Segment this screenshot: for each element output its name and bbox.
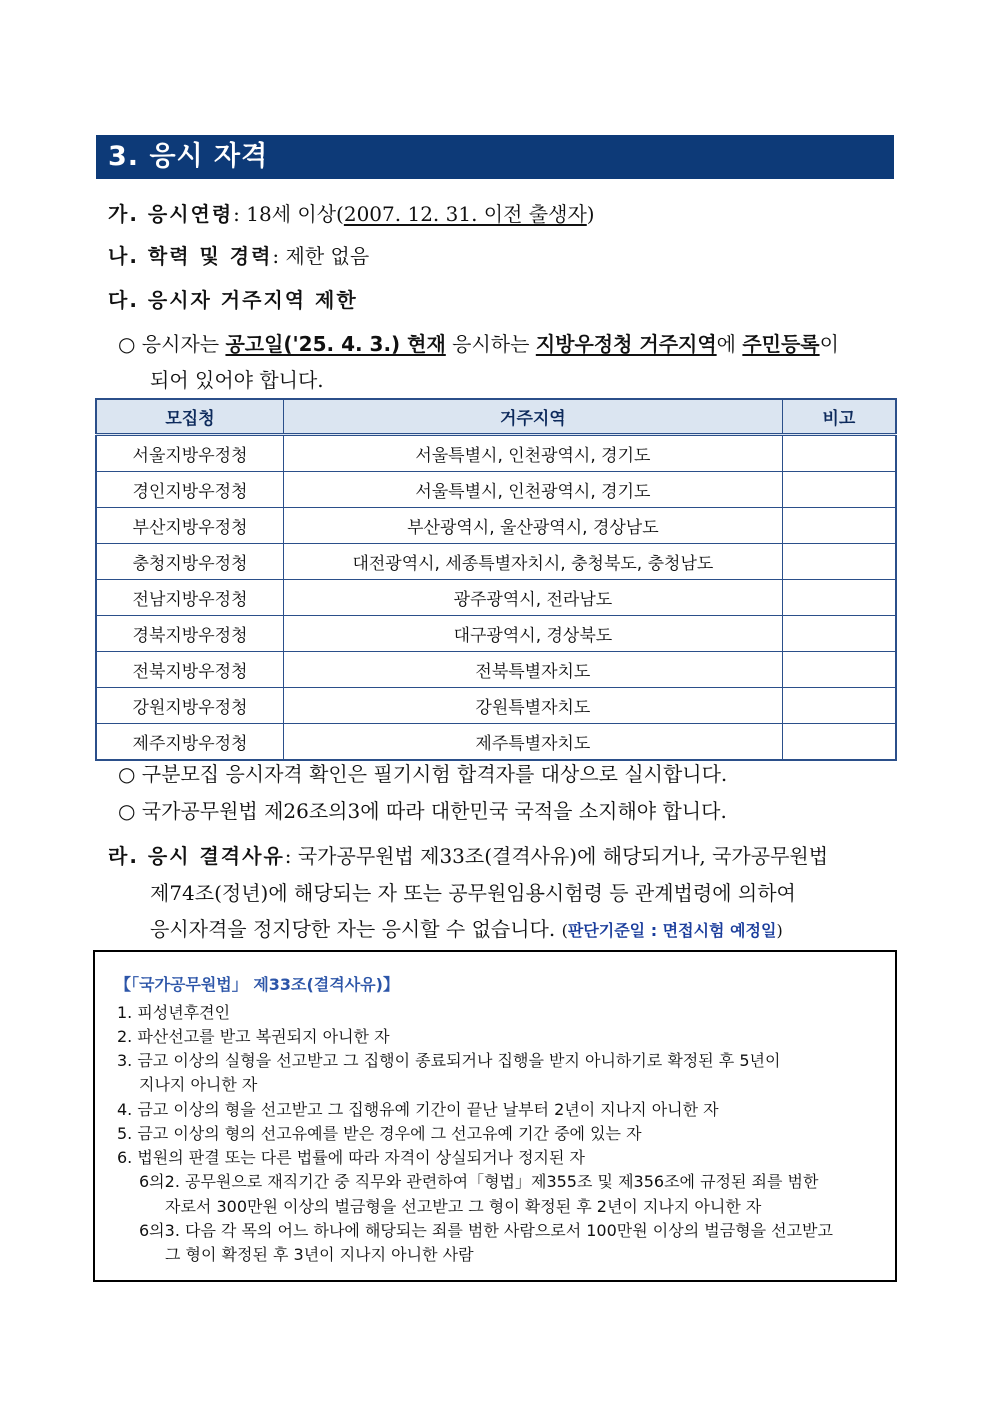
residence-bullet-cont: 되어 있어야 합니다.: [150, 368, 324, 392]
age-text: 18세 이상(: [246, 202, 344, 226]
cell-office: 전북지방우정청: [96, 652, 284, 688]
cell-office: 부산지방우정청: [96, 508, 284, 544]
law-item: 4. 금고 이상의 형을 선고받고 그 집행유예 기간이 끝난 날부터 2년이 지나지 아니한 자: [117, 1100, 719, 1119]
education-line: [108, 240, 369, 269]
cell-note: [782, 544, 896, 580]
cell-region: 부산광역시, 울산광역시, 경상남도: [284, 508, 783, 544]
cell-note: [782, 472, 896, 508]
header-note: 비고: [782, 399, 896, 435]
bullet-nationality: ○ 국가공무원법 제26조의3에 따라 대한민국 국적을 소지해야 합니다.: [118, 799, 727, 823]
cell-region: 제주특별자치도: [284, 724, 783, 761]
law-subitem: 6의3. 다음 각 목의 어느 하나에 해당되는 죄를 범한 사람으로서 100만원 이상의 벌금형을 선고받고: [139, 1221, 833, 1240]
cell-region: 대전광역시, 세종특별자치시, 충청북도, 충청남도: [284, 544, 783, 580]
header-office: 모집청: [96, 399, 284, 435]
cell-note: [782, 688, 896, 724]
age-line: 가. 응시연령: 18세 이상(2007. 12. 31. 이전 출생자): [108, 202, 595, 226]
table-row: [96, 688, 896, 724]
age-label: 가. 응시연령: [108, 202, 234, 226]
law-item: 1. 피성년후견인: [117, 1003, 231, 1022]
cell-note: [782, 616, 896, 652]
cell-note: [782, 508, 896, 544]
reference-date-note: 판단기준일 : 면접시험 예정일: [567, 921, 777, 940]
table-row: [96, 652, 896, 688]
cell-office: 강원지방우정청: [96, 688, 284, 724]
cell-office: 경북지방우정청: [96, 616, 284, 652]
cell-office: 서울지방우정청: [96, 435, 284, 472]
law-subitem-cont: 자로서 300만원 이상의 벌금형을 선고받고 그 형이 확정된 후 2년이 지나지 아니한 자: [165, 1197, 762, 1216]
law-subitem-cont: 그 형이 확정된 후 3년이 지나지 아니한 사람: [165, 1245, 474, 1264]
law-item: 2. 파산선고를 받고 복권되지 아니한 자: [117, 1027, 390, 1046]
table-row: [96, 508, 896, 544]
table-row: [96, 435, 896, 472]
table-row: [96, 472, 896, 508]
cell-note: [782, 435, 896, 472]
law-item: 5. 금고 이상의 형의 선고유예를 받은 경우에 그 선고유예 기간 중에 있는 자: [117, 1124, 642, 1143]
cell-note: [782, 652, 896, 688]
cell-office: 전남지방우정청: [96, 580, 284, 616]
law-subitem: 6의2. 공무원으로 재직기간 중 직무와 관련하여「형법」제355조 및 제356조에 규정된 죄를 범한: [139, 1172, 819, 1191]
cell-office: 충청지방우정청: [96, 544, 284, 580]
law-item-cont: 지나지 아니한 자: [139, 1075, 258, 1094]
cell-region: 대구광역시, 경상북도: [284, 616, 783, 652]
law-box-title: 【「국가공무원법」 제33조(결격사유)】: [115, 975, 399, 994]
cell-region: 서울특별시, 인천광역시, 경기도: [284, 435, 783, 472]
law-excerpt-box: [93, 950, 897, 1282]
resident-registration: 주민등록: [742, 332, 820, 356]
residence-bullet: ○ 응시자는 공고일('25. 4. 3.) 현재 응시하는 지방우정청 거주지역에 주민등록이: [118, 332, 839, 356]
table-row: [96, 724, 896, 761]
table-row: [96, 544, 896, 580]
notice-date: 공고일('25. 4. 3.) 현재: [225, 332, 446, 356]
cell-region: 전북특별자치도: [284, 652, 783, 688]
header-region: 거주지역: [284, 399, 783, 435]
disqualification-line3: 응시자격을 정지당한 자는 응시할 수 없습니다. (판단기준일 : 면접시험 예정일): [150, 917, 783, 941]
cell-note: [782, 724, 896, 761]
table-header-row: [96, 399, 896, 435]
section-title: 3. 응시 자격: [96, 135, 894, 179]
cell-office: 제주지방우정청: [96, 724, 284, 761]
cell-office: 경인지방우정청: [96, 472, 284, 508]
residence-label: 다. 응시자 거주지역 제한: [108, 288, 358, 312]
residence-table: [95, 398, 897, 761]
disqualification-label: 라. 응시 결격사유: [108, 844, 285, 868]
age-birthdate: 2007. 12. 31. 이전 출생자: [343, 202, 587, 226]
bullet-screening: ○ 구분모집 응시자격 확인은 필기시험 합격자를 대상으로 실시합니다.: [118, 762, 728, 786]
residence-heading: [108, 284, 358, 313]
education-label: 나. 학력 및 경력: [108, 244, 273, 268]
table-row: [96, 580, 896, 616]
cell-region: 광주광역시, 전라남도: [284, 580, 783, 616]
disqualification-line2: 제74조(정년)에 해당되는 자 또는 공무원임용시험령 등 관계법령에 의하여: [150, 881, 796, 905]
law-item: 3. 금고 이상의 실형을 선고받고 그 집행이 종료되거나 집행을 받지 아니하기로 확정된 후 5년이: [117, 1051, 781, 1070]
education-text: : 제한 없음: [272, 244, 370, 268]
law-item: 6. 법원의 판결 또는 다른 법률에 따라 자격이 상실되거나 정지된 자: [117, 1148, 585, 1167]
cell-region: 서울특별시, 인천광역시, 경기도: [284, 472, 783, 508]
table-row: [96, 616, 896, 652]
cell-note: [782, 580, 896, 616]
disqualification-line: 라. 응시 결격사유: 국가공무원법 제33조(결격사유)에 해당되거나, 국가공무원법: [108, 844, 829, 868]
residence-area: 지방우정청 거주지역: [535, 332, 717, 356]
cell-region: 강원특별자치도: [284, 688, 783, 724]
